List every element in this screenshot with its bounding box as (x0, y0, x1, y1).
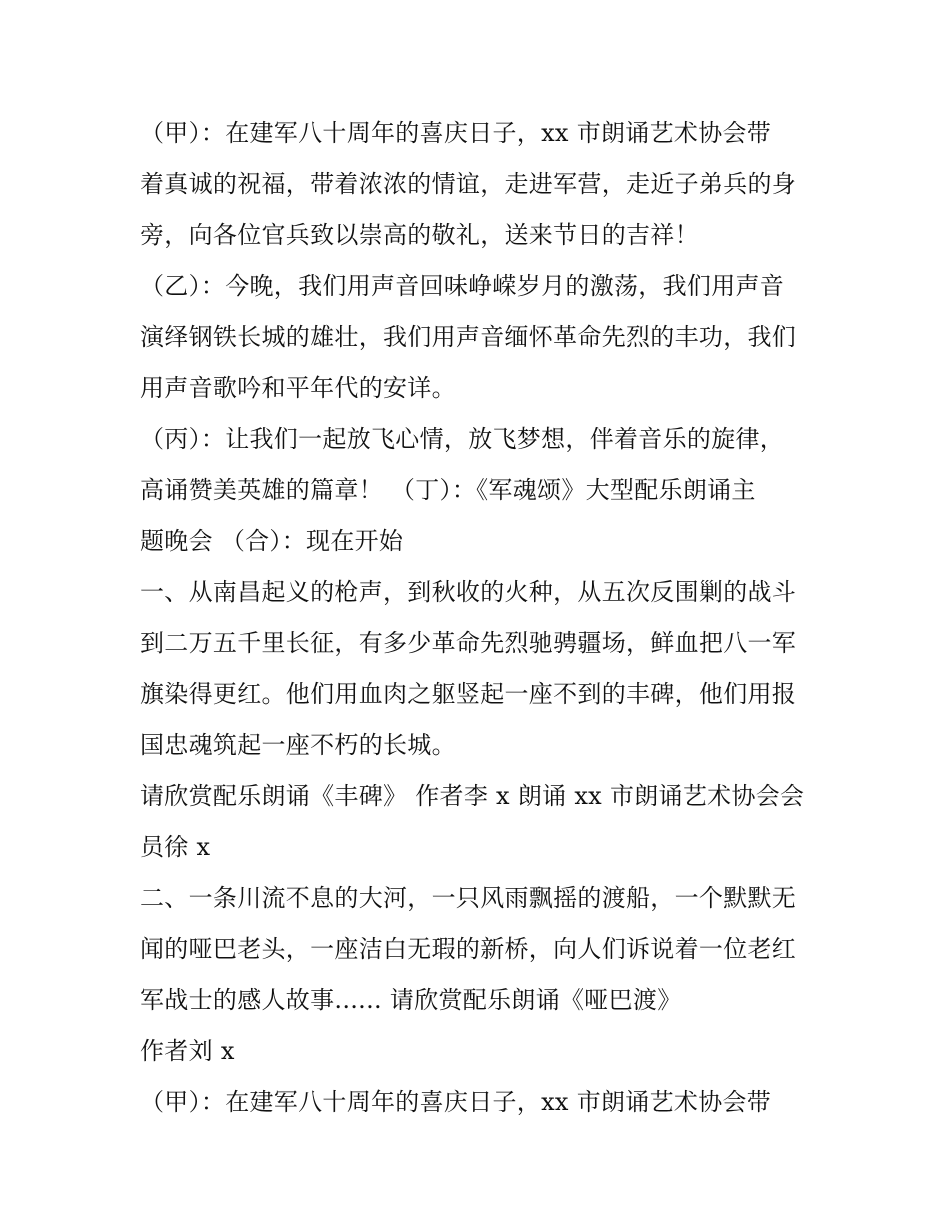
text-line: 高诵赞美英雄的篇章！ （丁）：《军魂颂》大型配乐朗诵主 (140, 476, 756, 504)
text-line: 国忠魂筑起一座不朽的长城。 (140, 731, 456, 759)
text-line: 用声音歌吟和平年代的安详。 (140, 374, 456, 402)
text-line: 请欣赏配乐朗诵《丰碑》 作者李 x 朗诵 xx 市朗诵艺术协会会 (140, 782, 805, 810)
text-line: （甲）：在建军八十周年的喜庆日子，xx 市朗诵艺术协会带 (140, 1088, 772, 1116)
text-line: 旗染得更红。他们用血肉之躯竖起一座不到的丰碑，他们用报 (140, 680, 797, 708)
text-line: 着真诚的祝福，带着浓浓的情谊，走进军营，走近子弟兵的身 (140, 170, 797, 198)
text-line: 旁，向各位官兵致以崇高的敬礼，送来节日的吉祥！ (140, 221, 699, 249)
text-line: 到二万五千里长征，有多少革命先烈驰骋疆场，鲜血把八一军 (140, 629, 797, 657)
text-line: 一、从南昌起义的枪声，到秋收的火种，从五次反围剿的战斗 (140, 578, 797, 606)
text-line: 闻的哑巴老头，一座洁白无瑕的新桥，向人们诉说着一位老红 (140, 935, 797, 963)
text-line: 员徐 x (140, 833, 211, 861)
text-line: 演绎钢铁长城的雄壮，我们用声音缅怀革命先烈的丰功，我们 (140, 323, 797, 351)
text-line: 军战士的感人故事...... 请欣赏配乐朗诵《哑巴渡》 (140, 986, 682, 1014)
text-line: 题晚会 （合）：现在开始 (140, 527, 404, 555)
text-line: 作者刘 x (140, 1037, 235, 1065)
text-line: （乙）：今晚，我们用声音回味峥嵘岁月的激荡，我们用声音 (140, 272, 785, 300)
text-line: （甲）：在建军八十周年的喜庆日子，xx 市朗诵艺术协会带 (140, 119, 772, 147)
text-line: （丙）：让我们一起放飞心情，放飞梦想，伴着音乐的旋律， (140, 425, 785, 453)
text-line: 二、一条川流不息的大河，一只风雨飘摇的渡船，一个默默无 (140, 884, 797, 912)
document-body (140, 108, 820, 1128)
